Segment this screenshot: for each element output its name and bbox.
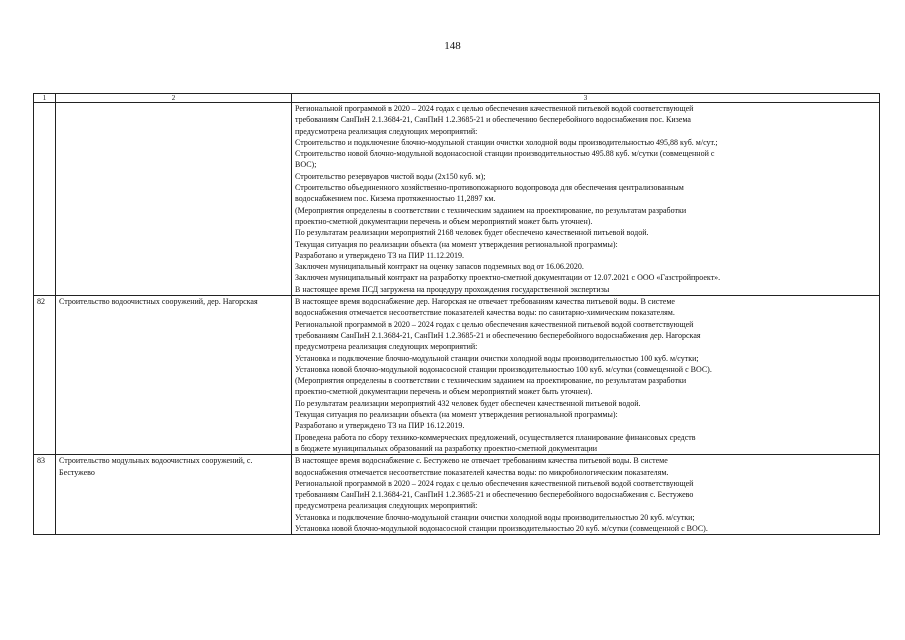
projects-table xyxy=(33,93,880,535)
description-cell xyxy=(292,455,880,535)
row-number: 83 xyxy=(34,455,56,535)
description-line: Строительство новой блочно-модульной водонасосной станции производительностью 495.88 куб. м/сутки (совмещенной с xyxy=(295,149,715,159)
description-line: предусмотрена реализация следующих мероприятий: xyxy=(295,342,478,352)
row-number xyxy=(34,103,56,296)
description-line: водоснабжения отмечается несоответствие показателей качества воды: по микробиологическим показателям. xyxy=(295,467,669,477)
object-name: Строительство модульных водоочистных сооружений, с. Бестужево xyxy=(56,455,292,535)
table-row xyxy=(34,455,880,535)
description-line: Заключен муниципальный контракт на оценку запасов подземных вод от 16.06.2020. xyxy=(295,262,584,272)
description-line: Текущая ситуация по реализации объекта (на момент утверждения региональной программы): xyxy=(295,410,618,420)
description-line: (Мероприятия определены в соответствии с техническим заданием на проектирование, по результатам разработки xyxy=(295,205,687,215)
description-line: Разработано и утверждено ТЗ на ПИР 11.12.2019. xyxy=(295,250,465,260)
description-line: По результатам реализации мероприятий 2168 человек будет обеспечено качественной питьевой водой. xyxy=(295,228,649,238)
description-line: Проведена работа по сбору технико-коммерческих предложений, осуществляется планирование финансовых средств xyxy=(295,432,696,442)
description-line: проектно-сметной документации перечень и объем мероприятий может быть уточнен). xyxy=(295,387,593,397)
description-line: Установка новой блочно-модульной водонасосной станции производительностью 20 куб. м/сутки (совмещенной с ВОС). xyxy=(295,523,708,533)
description-line: требованиям СанПиН 2.1.3684-21, СанПиН 1.2.3685-21 и обеспечению бесперебойного водоснабжения с. Бестужево xyxy=(295,490,694,500)
description-line: Строительство объединенного хозяйственно-противопожарного водопровода для обеспечения централизованным xyxy=(295,183,684,193)
description-line: требованиям СанПиН 2.1.3684-21, СанПиН 1.2.3685-21 и обеспечению бесперебойного водоснабжения пос. Кизема xyxy=(295,115,691,125)
description-line: Установка и подключение блочно-модульной станции очистки холодной воды производительностью 100 куб. м/сутки; xyxy=(295,353,699,363)
description-line: в бюджете муниципальных образований на разработку проектно-сметной документации xyxy=(295,443,598,453)
description-line: По результатам реализации мероприятий 432 человек будет обеспечен качественной питьевой водой. xyxy=(295,398,641,408)
description-line: предусмотрена реализация следующих мероприятий: xyxy=(295,501,478,511)
description-line: В настоящее время водоснабжение с. Бестужево не отвечает требованиям качества питьевой воды. В системе xyxy=(295,456,668,466)
description-line: водоснабжения отмечается несоответствие показателей качества воды: по санитарно-химическим показателям. xyxy=(295,308,675,318)
table-row xyxy=(34,103,880,296)
description-line: Установка и подключение блочно-модульной станции очистки холодной воды производительностью 20 куб. м/сутки; xyxy=(295,512,695,522)
description-line: (Мероприятия определены в соответствии с техническим заданием на проектирование, по результатам разработки xyxy=(295,376,687,386)
header-col-2: 2 xyxy=(56,94,292,103)
object-name xyxy=(56,103,292,296)
description-cell xyxy=(292,296,880,455)
description-line: Текущая ситуация по реализации объекта (на момент утверждения региональной программы): xyxy=(295,239,618,249)
header-col-3: 3 xyxy=(292,94,880,103)
description-line: проектно-сметной документации перечень и объем мероприятий может быть уточнен). xyxy=(295,216,593,226)
description-line: Региональной программой в 2020 – 2024 годах с целью обеспечения качественной питьевой водой соответствующей xyxy=(295,478,694,488)
description-line: ВОС); xyxy=(295,160,317,170)
description-cell xyxy=(292,103,880,296)
page-number: 148 xyxy=(444,40,461,52)
description-line: Региональной программой в 2020 – 2024 годах с целью обеспечения качественной питьевой водой соответствующей xyxy=(295,319,694,329)
description-line: Заключен муниципальный контракт на разработку проектно-сметной документации от 12.07.2021 с ООО «Газстройпроект». xyxy=(295,273,721,283)
description-line: Строительство и подключение блочно-модульной станции очистки холодной воды производительностью 495,88 куб. м/сут.; xyxy=(295,137,718,147)
row-number: 82 xyxy=(34,296,56,455)
description-line: Разработано и утверждено ТЗ на ПИР 16.12.2019. xyxy=(295,421,465,431)
table-header-row xyxy=(34,94,880,103)
table-row xyxy=(34,296,880,455)
description-line: водоснабжением пос. Кизема протяженностью 11,2897 км. xyxy=(295,194,496,204)
description-line: В настоящее время ПСД загружена на процедуру прохождения государственной экспертизы xyxy=(295,284,610,294)
description-line: Региональной программой в 2020 – 2024 годах с целью обеспечения качественной питьевой водой соответствующей xyxy=(295,104,694,113)
description-line: Строительство резервуаров чистой воды (2х150 куб. м); xyxy=(295,171,486,181)
description-line: В настоящее время водоснабжение дер. Нагорская не отвечает требованиям качества питьевой воды. В системе xyxy=(295,297,675,307)
description-line: требованиям СанПиН 2.1.3684-21, СанПиН 1.2.3685-21 и обеспечению бесперебойного водоснабжения дер. Нагорская xyxy=(295,330,701,340)
description-line: Установка новой блочно-модульной водонасосной станции производительностью 100 куб. м/сутки (совмещенной с ВОС). xyxy=(295,364,712,374)
description-line: предусмотрена реализация следующих мероприятий: xyxy=(295,126,478,136)
object-name: Строительство водоочистных сооружений, дер. Нагорская xyxy=(56,296,292,455)
header-col-1: 1 xyxy=(34,94,56,103)
